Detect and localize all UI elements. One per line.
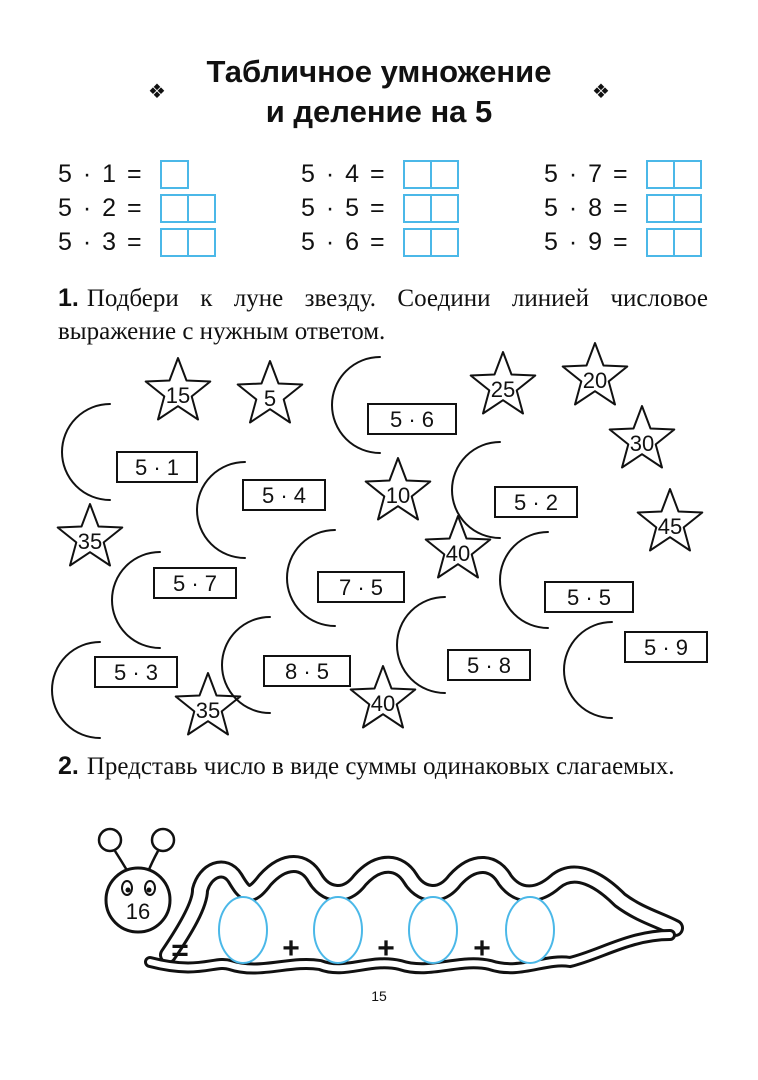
- answer-oval[interactable]: [219, 897, 267, 963]
- task-2-text: Представь число в виде суммы одинаковых слагаемых.: [86, 753, 675, 780]
- title-line-1: Табличное умножение: [206, 54, 552, 89]
- moon-label: 7 · 5: [338, 575, 384, 600]
- star-label: 5: [263, 386, 277, 411]
- star-label: 35: [77, 529, 103, 554]
- moon-shape: [52, 642, 100, 738]
- equation-text: 5 · 4 =: [301, 160, 387, 188]
- star-label: 45: [657, 514, 683, 539]
- equation-text: 5 · 8 =: [544, 194, 630, 222]
- page-number: 15: [371, 988, 387, 1004]
- caterpillar-number: 16: [125, 899, 151, 924]
- star-label: 40: [445, 541, 471, 566]
- plus-sign: +: [377, 932, 395, 965]
- moon-shape: [452, 442, 500, 538]
- moon-label: 5 · 2: [513, 490, 559, 515]
- moon-label: 8 · 5: [284, 659, 330, 684]
- moon-label: 5 · 7: [172, 571, 218, 596]
- moon-shape: [197, 462, 245, 558]
- star-label: 20: [582, 368, 608, 393]
- equation-text: 5 · 3 =: [58, 228, 144, 256]
- moon-label: 5 · 4: [261, 483, 307, 508]
- task-2-number: 2.: [58, 752, 79, 780]
- task-1-text: Подбери к луне звезду. Соедини линией числовое выражение с нужным ответом.: [58, 285, 708, 345]
- moon-shape: [397, 597, 445, 693]
- moon-label: 5 · 6: [389, 407, 435, 432]
- moon-label: 5 · 3: [113, 660, 159, 685]
- equation-text: 5 · 1 =: [58, 160, 144, 188]
- moon-shape: [222, 617, 270, 713]
- diamond-ornament-icon: ❖: [148, 81, 166, 103]
- equation-text: 5 · 9 =: [544, 228, 630, 256]
- moon-label: 5 · 5: [566, 585, 612, 610]
- star-label: 35: [195, 698, 221, 723]
- moon-label: 5 · 8: [466, 653, 512, 678]
- star-label: 40: [370, 691, 396, 716]
- equals-sign: =: [171, 934, 189, 967]
- diamond-ornament-icon: ❖: [592, 81, 610, 103]
- star-label: 25: [490, 377, 516, 402]
- moon-shape: [112, 552, 160, 648]
- plus-sign: +: [473, 932, 491, 965]
- star-label: 15: [165, 383, 191, 408]
- equation-text: 5 · 2 =: [58, 194, 144, 222]
- moon-shape: [564, 622, 612, 718]
- equation-text: 5 · 5 =: [301, 194, 387, 222]
- equation-text: 5 · 6 =: [301, 228, 387, 256]
- plus-sign: +: [282, 932, 300, 965]
- answer-oval[interactable]: [314, 897, 362, 963]
- task-2: [58, 750, 708, 783]
- equation-text: 5 · 7 =: [544, 160, 630, 188]
- title-line-2: и деление на 5: [265, 94, 493, 129]
- star-label: 30: [629, 431, 655, 456]
- star-label: 10: [385, 483, 411, 508]
- answer-oval[interactable]: [506, 897, 554, 963]
- task-1-number: 1.: [58, 284, 79, 312]
- moon-label: 5 · 1: [134, 455, 180, 480]
- caterpillar-illustration: [99, 829, 675, 969]
- moon-shape: [62, 404, 110, 500]
- moon-shape: [500, 532, 548, 628]
- answer-oval[interactable]: [409, 897, 457, 963]
- moon-label: 5 · 9: [643, 635, 689, 660]
